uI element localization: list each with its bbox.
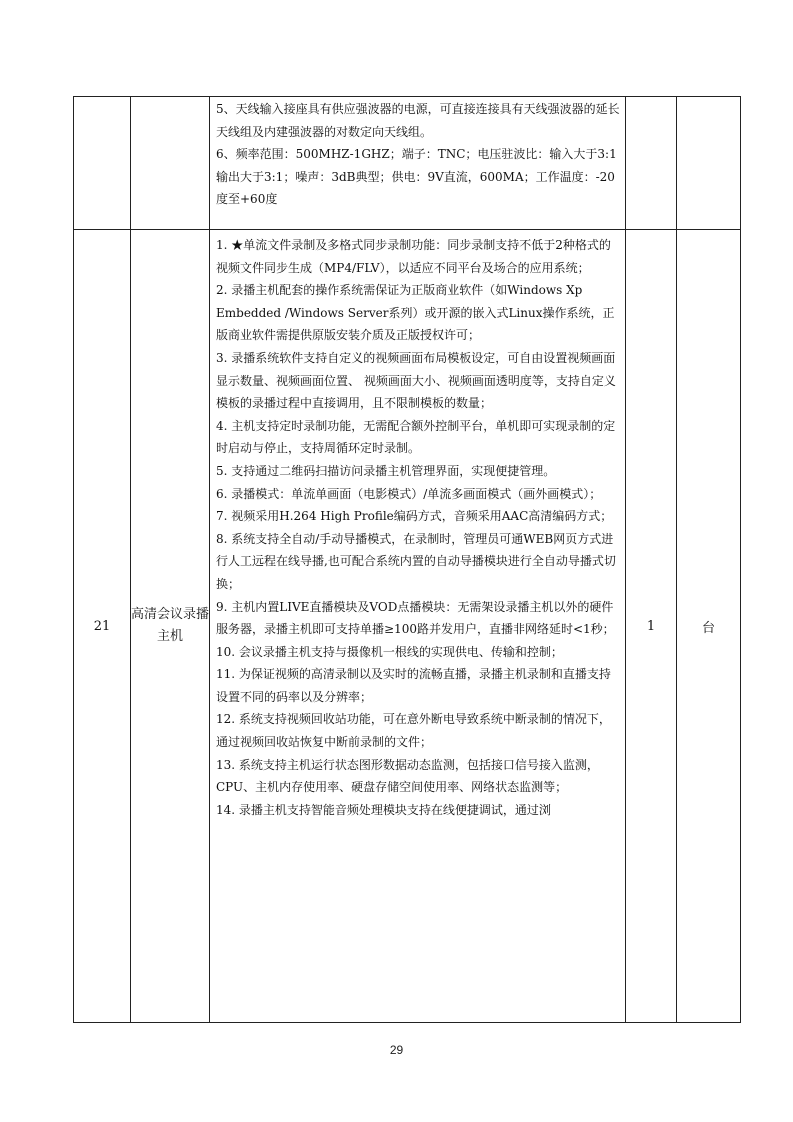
spec-line: 3. 录播系统软件支持自定义的视频画面布局模板设定，可自由设置视频画面显示数量、视频画面位置、 视频画面大小、视频画面透明度等，支持自定义模板的录播过程中直接调用，且不限制模板的数量；	[216, 350, 616, 411]
spec-cell	[210, 230, 626, 1023]
spec-table-container	[73, 96, 725, 1023]
spec-line: 5. 支持通过二维码扫描访问录播主机管理界面，实现便捷管理。	[216, 463, 556, 478]
spec-line: 13. 系统支持主机运行状态图形数据动态监测，包括接口信号接入监测，CPU、主机内存使用率、硬盘存储空间使用率、网络状态监测等；	[216, 757, 599, 795]
spec-cell	[210, 97, 626, 230]
spec-table	[73, 96, 741, 1023]
table-row	[74, 230, 741, 1023]
item-name-cell	[131, 97, 210, 230]
spec-line: 9. 主机内置LIVE直播模块及VOD点播模块：无需架设录播主机以外的硬件服务器，录播主机即可支持单播≥100路并发用户，直播非网络延时<1秒；	[216, 599, 615, 637]
item-number-cell: 21	[74, 230, 131, 1023]
table-row	[74, 97, 741, 230]
spec-line: 7. 视频采用H.264 High Profile编码方式，音频采用AAC高清编码方式；	[216, 509, 613, 524]
page-number: 29	[389, 1043, 404, 1057]
unit-cell	[677, 97, 741, 230]
quantity-cell	[626, 97, 677, 230]
spec-line: 1. ★单流文件录制及多格式同步录制功能：同步录制支持不低于2种格式的视频文件同步生成（MP4/FLV），以适应不同平台及场合的应用系统；	[216, 238, 611, 275]
spec-line: 4. 主机支持定时录制功能，无需配合额外控制平台，单机即可实现录制的定时启动与停止，支持周循环定时录制。	[216, 418, 616, 456]
spec-line: 6、频率范围：500MHZ-1GHZ；端子：TNC；电压驻波比：输入大于3:1 输出大于3:1；噪声：3dB典型；供电：9V直流，600MA；工作温度：-20度至+60度	[216, 147, 617, 207]
spec-line: 12. 系统支持视频回收站功能，可在意外断电导致系统中断录制的情况下，通过视频回收站恢复中断前录制的文件；	[216, 712, 611, 750]
spec-line: 14. 录播主机支持智能音频处理模块支持在线便捷调试，通过浏	[216, 802, 551, 817]
spec-line: 5、天线输入接座具有供应强波器的电源，可直接连接具有天线强波器的延长天线组及内建强波器的对数定向天线组。	[216, 102, 620, 139]
spec-line: 2. 录播主机配套的操作系统需保证为正版商业软件（如Windows Xp Embedded /Windows Server系列）或开源的嵌入式Linux操作系统，正版商业软件需提供原版安装介质及正版授权许可；	[216, 283, 615, 343]
unit-cell: 台	[677, 230, 741, 1023]
spec-line: 8. 系统支持全自动/手动导播模式，在录制时，管理员可通WEB网页方式进行人工远程在线导播,也可配合系统内置的自动导播模块进行全自动导播式切换；	[216, 531, 616, 591]
quantity-cell: 1	[626, 230, 677, 1023]
item-name-cell: 高清会议录播主机	[131, 230, 210, 1023]
spec-line: 6. 录播模式：单流单画面（电影模式）/单流多画面模式（画外画模式）；	[216, 486, 602, 501]
spec-line: 11. 为保证视频的高清录制以及实时的流畅直播，录播主机录制和直播支持设置不同的码率以及分辨率；	[216, 667, 611, 704]
spec-line: 10. 会议录播主机支持与摄像机一根线的实现供电、传输和控制；	[216, 644, 563, 659]
item-number-cell	[74, 97, 131, 230]
